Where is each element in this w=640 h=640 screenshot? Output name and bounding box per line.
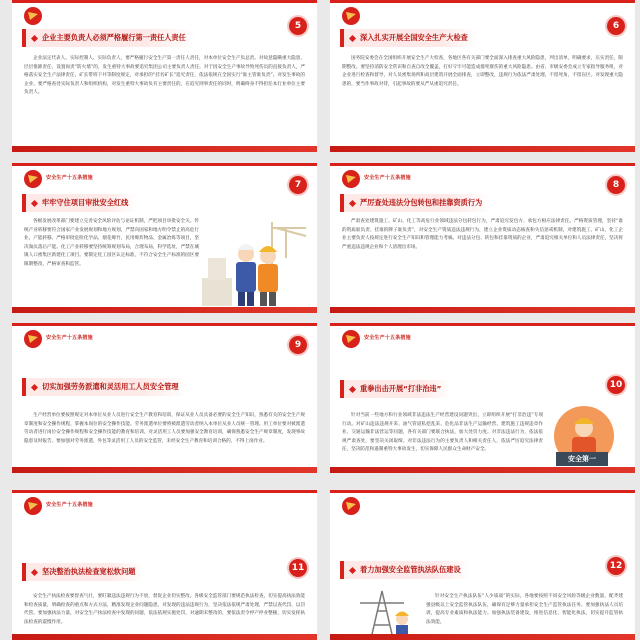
flag-logo-icon xyxy=(338,168,364,190)
slide-9 xyxy=(12,323,317,473)
flag-logo-icon xyxy=(338,328,364,350)
slide-10 xyxy=(330,323,635,473)
slide-number: 9 xyxy=(289,336,307,354)
slide-12 xyxy=(330,490,635,640)
diamond-icon xyxy=(31,383,38,390)
slide-title: 重拳出击开展“打非治违” xyxy=(360,384,442,393)
slide-8 xyxy=(330,163,635,313)
diamond-icon xyxy=(31,568,38,575)
slide-title-bar xyxy=(340,194,492,212)
slide-number: 5 xyxy=(289,17,307,35)
flag-logo-icon xyxy=(338,495,364,517)
diamond-icon xyxy=(349,199,356,206)
slide-11 xyxy=(12,490,317,640)
slide-title: 着力加强安全监管执法队伍建设 xyxy=(360,565,461,574)
slide-number: 12 xyxy=(607,557,625,575)
slide-header-text: 安全生产十五条措施 xyxy=(364,175,411,181)
slide-title-bar xyxy=(22,29,196,47)
slide-body: 安全生产执法检查要督查气壮，要盯紧违法违规行为不放，督促企业切实整改。各级安全监管部门要规范执法检查，切实提高执法效能和检查质量，明确检查的重点和方式方法，精准发现企业问题隐患，对发现的违法违规行为，坚决依法依规严肃处理，严禁以查代罚、以罚代管。要加强执法力量，对安全生产执法检查中发现的问题，依法依规实施处罚，对逾期未整改的，要依法责令停产停业整顿，切实发挥执法检查的震慑作用。 xyxy=(24,594,305,625)
slide-number: 10 xyxy=(607,376,625,394)
slide-title-bar xyxy=(22,563,145,581)
power-tower-illustration xyxy=(340,589,424,640)
slide-body: 国务院安委会在全国组织开展安全生产大检查，各地区各有关部门要全面深入排查重大风险隐患，列出清单，明确要求，压实责任，限期整改。要坚持消防安全常识和自查自改全覆盖，打好守牢可能造成群死群伤的重大风险隐患。由省、市级安委会成立专家指导服务组，对企业进行检查和督导，对人员密集场所和高层建筑开展全面排查，立即整改，违规行为依法严肃处理，不留死角，不留盲区。对发现重大隐患的，要当作事故对待，引起事故的要从严从重追究责任。 xyxy=(342,56,623,87)
diamond-icon xyxy=(349,385,356,392)
slide-header-text: 安全生产十五条措施 xyxy=(46,502,93,508)
safety-first-sign: 安全第一 xyxy=(556,452,608,466)
diamond-icon xyxy=(31,34,38,41)
slide-header-text: 安全生产十五条措施 xyxy=(46,335,93,341)
slide-header-text: 安全生产十五条措施 xyxy=(46,175,93,181)
slide-title-bar xyxy=(340,29,478,47)
slide-title-bar xyxy=(22,378,189,396)
slide-title: 严厉查处违法分包转包和挂靠资质行为 xyxy=(360,198,483,207)
slide-title-bar xyxy=(340,561,471,579)
slide-7 xyxy=(12,163,317,313)
flag-logo-icon xyxy=(20,328,46,350)
slide-title: 深入扎实开展全国安全生产大检查 xyxy=(360,33,468,42)
slide-header-text: 安全生产十五条措施 xyxy=(364,335,411,341)
slide-body: 各级发展改革部门要建立完善安全风险评估与论证机制，严把项目审批安全关。传统产业转移要符合国家产业发展规划和地方规划，严禁向国家和地方明令禁止的高危行业、产能转移。严格审批危险化学品、烟花爆竹、民用爆炸物品、金属冶炼等项目，坚决淘汰落后产能。化工产业转移要坚持统筹规划布局，合理布局，科学选址，严禁在城镇人口密集区新建化工项目。要制定化工园区认定标准，不符合安全生产标准的园区要限期整改，严格审查和监管。 xyxy=(24,219,199,267)
construction-workers-illustration xyxy=(202,218,310,308)
slide-title-bar xyxy=(22,194,138,212)
slide-title: 坚决整治执法检查宽松软问题 xyxy=(42,567,136,576)
diamond-icon xyxy=(349,34,356,41)
slide-body: 生产经营单位要按照规定对本单位从业人员进行安全生产教育和培训，保证从业人员具备必要的安全生产知识，熟悉有关的安全生产规章制度和安全操作规程，掌握本岗位的安全操作技能。劳务派遣单位要将被派遣劳动者纳入本单位从业人员统一管理。用工单位要对被派遣劳动者进行岗位安全操作规程和安全操作技能的教育和培训。对灵活用工人员要加强安全教育培训，确保熟悉安全生产规章制度，发现事故隐患及时报告。要加强对劳务派遣、外包等灵活用工人员的安全监管，未经安全生产教育和培训合格的，不得上岗作业。 xyxy=(24,413,305,444)
slide-title: 切实加强劳务派遣和灵活用工人员安全管理 xyxy=(42,382,179,391)
slide-body: 严肃查处建筑施工、矿山、化工等高危行业领域违法分包转包行为，严肃追究发包方、承包方相应法律责任。严格资质管理，坚持“谁的资质谁负责、挂谁的牌子谁负责”，对安全生产资质违法违规行为，建立企业资质动态核查和失信惩戒机制，对建筑施工、矿山、化工企业主要负责人按规定进行安全生产知识和管理能力考核。对违法分包、转包和挂靠资质的企业，严肃追究相关单位和人员法律责任，坚决将严重违法违规企业和个人清理出市场。 xyxy=(342,219,623,250)
diamond-icon xyxy=(31,199,38,206)
flag-logo-icon xyxy=(20,168,46,190)
slide-title: 牢牢守住项目审批安全红线 xyxy=(42,198,129,207)
slide-number: 11 xyxy=(289,559,307,577)
slide-body: 针对安全生产执法队伍“人少质弱”的实际，各地要按照不同安全风险等级企业数量，配齐建强县级以上安全监管执法队伍，确保有足够力量承担安全生产监管执法任务。要加强执法人员培训，提高专业素质和执法能力。加强执法装备建设，推进信息化、智能化执法，切实提升监管执法效能。 xyxy=(426,594,623,625)
slide-6 xyxy=(330,0,635,152)
slide-number: 7 xyxy=(289,176,307,194)
slide-number: 6 xyxy=(607,17,625,35)
slide-body: 针对当前一些地方和行业领域非法违法生产经营建设问题突出，立即组织开展“打非治违”专项行动。对矿山违法违规开采、油气管道私挖乱采、危化品非法生产运输经营、建筑施工违规违章作业、交通运输非法营运等问题，各有关部门要联合执法，加大处罚力度。对非法违法行为，依法依规严肃查处，要坚决关闭取缔。对非法违法行为的主要负责人和相关责任人，依法严厉追究法律责任，坚决防范和遏制重特大事故发生，切实保障人民群众生命财产安全。 xyxy=(342,413,543,453)
flag-logo-icon xyxy=(20,495,46,517)
slide-number: 8 xyxy=(607,176,625,194)
slide-body: 企业法定代表人、实际控制人、实际负责人，要严格履行安全生产第一责任人责任，对本单位安全生产负总责。对故意隐瞒重大隐患、层层推卸责任、设置岗责“防火墙”的，发生重特大事故要追究集团公司主要负责人责任。对于因安全生产事故导致死伤员的直接负责人，严格落实安全生产法律责任，矿长带班下井等制度规定，对承担的“挂名矿长”追究责任，依法依规在全国实行“谁主管谁负责”。对发生事故的企业、要严格查处实际负责人和组织机构，对发生重特大事故负有主要责任的，在追究刑事责任的同时，明确终身不得担任本行业单位主要负责人。 xyxy=(24,56,305,96)
slide-5 xyxy=(12,0,317,152)
slide-title-bar xyxy=(340,380,451,398)
diamond-icon xyxy=(349,566,356,573)
flag-logo-icon xyxy=(20,5,46,27)
slide-title: 企业主要负责人必须严格履行第一责任人责任 xyxy=(42,33,186,42)
flag-logo-icon xyxy=(338,5,364,27)
